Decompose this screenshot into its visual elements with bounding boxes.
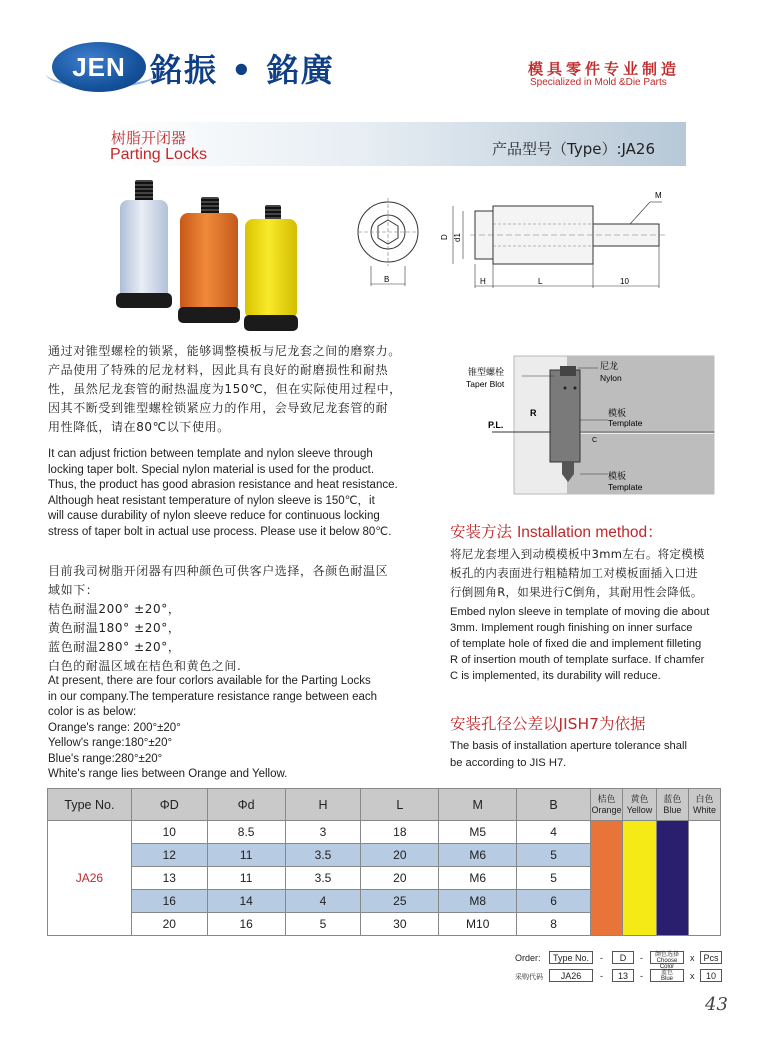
tolerance-en-line: be according to JIS H7. [450,757,567,769]
label-r: R [530,408,537,418]
color-header-cn: 白色 [695,793,714,804]
cell-b: 6 [517,890,591,913]
order-color-en: Choose Color [656,958,678,970]
dimension-drawing [350,188,670,298]
installation-drawing [462,350,724,496]
label-m: M [655,191,662,200]
order-d-box: D [612,951,634,964]
installation-cn-line: 将尼龙套埋入到动模模板中3mm左右。将定模模 [450,547,705,561]
cell-d-small: 16 [207,913,285,936]
col-header-b: B [517,789,591,821]
colors-en-line: White's range lies between Orange and Yellow. [48,768,288,780]
installation-en-line: 3mm. Implement rough finishing on inner surface [450,622,693,634]
col-header-h: H [285,789,361,821]
intro-cn [48,342,438,437]
cell-d-small: 8.5 [207,821,285,844]
title-cn: 树脂开闭器 [111,129,187,147]
cell-m: M10 [439,913,517,936]
swatch-orange [591,821,623,936]
purchase-color-en: Blue [660,976,673,982]
installation-cn [450,545,730,602]
label-taper-en: Taper Blot [466,379,505,389]
table-row [48,821,721,844]
swatch-white [688,821,720,936]
col-header-type: Type No. [48,789,132,821]
color-header-cn: 黄色 [630,793,649,804]
purchase-d-box: 13 [612,969,634,982]
cell-d: 20 [131,913,207,936]
intro-en-line: It can adjust friction between template and nylon sleeve through [48,448,373,460]
intro-cn-line: 因其不断受到锥型螺栓锁紧应力的作用，会导致尼龙套管的耐 [48,401,389,415]
cell-l: 20 [361,867,439,890]
cell-l: 30 [361,913,439,936]
colors-en-line: At present, there are four corlors available for the Parting Locks [48,675,371,687]
cell-m: M8 [439,890,517,913]
colors-en [48,674,448,783]
cell-h: 3.5 [285,867,361,890]
installation-heading-en: Installation method [516,524,648,541]
type-label: 产品型号（Type）:JA26 [492,140,656,158]
installation-cn-line: 行倒圆角R，如果进行C倒角，其耐用性会降低。 [450,585,703,599]
label-nylon-cn: 尼龙 [600,362,619,372]
tolerance-en [450,738,740,772]
installation-en [450,604,740,684]
col-header-d-small: Φd [207,789,285,821]
spec-table [47,788,721,936]
col-header-blue [656,789,688,821]
purchase-code-label: 采购代码 [515,974,543,981]
swatch-yellow [622,821,656,936]
color-header-en: Orange [591,804,622,815]
color-header-en: Blue [663,804,682,815]
order-label: Order: [515,953,541,963]
intro-cn-line: 通过对锥型螺栓的锁紧，能够调整模板与尼龙套之间的磨察力。 [48,344,401,358]
intro-cn-line: 性，虽然尼龙套管的耐热温度为150℃，但在实际使用过程中， [48,382,402,396]
label-d: D [440,234,449,240]
logo [52,42,146,92]
cell-h: 3.5 [285,844,361,867]
tolerance-heading: 安装孔径公差以JISH7为依据 [450,715,646,733]
intro-en-line: will cause durability of nylon sleeve reduce for continuous locking [48,510,380,522]
cell-d: 10 [131,821,207,844]
slogan-cn: 模具零件专业制造 [528,60,681,78]
order-dash: - [600,971,603,981]
title-en: Parting Locks [110,146,207,163]
cell-d: 12 [131,844,207,867]
colors-en-line: in our company.The temperature resistance range between each [48,690,378,703]
color-header-en: White [692,804,716,815]
order-color-cn: 颜色选择 [654,952,679,958]
label-10: 10 [620,277,629,286]
colors-en-line: Yellow's range:180°±20° [48,737,173,749]
col-header-orange [591,789,623,821]
cell-h: 5 [285,913,361,936]
intro-cn-line: 用性降低，请在80℃以下使用。 [48,420,230,434]
cell-l: 18 [361,821,439,844]
intro-en-line: Although heat resistant temperature of nylon sleeve is 150℃，it [48,494,375,507]
purchase-type-box: JA26 [549,969,593,982]
colors-cn-line: 白色的耐温区域在桔色和黄色之间. [48,659,242,673]
col-header-white [688,789,720,821]
installation-en-line: R of insertion mouth of template surface. If chamfer [450,654,705,666]
order-dash: - [600,953,603,963]
installation-en-line: of template hole of fixed die and implement filleting [450,638,702,650]
intro-cn-line: 产品使用了特殊的尼龙材料，因此具有良好的耐磨损性和耐热 [48,363,389,377]
intro-en-line: stress of taper bolt in actual use process. Please use it below 80℃. [48,525,392,538]
label-nylon-en: Nylon [600,373,622,383]
colors-cn-line: 域如下： [48,583,99,597]
purchase-color-box [650,969,684,982]
tolerance-en-line: The basis of installation aperture tolerance shall [450,740,687,752]
label-d1: d1 [453,233,462,242]
color-header-cn: 桔色 [597,793,616,804]
installation-en-line: C is implemented, its durability will reduce. [450,670,661,682]
colors-cn-line: 桔色耐温200° ±20°， [48,602,181,616]
cell-l: 25 [361,890,439,913]
page-number: 43 [705,994,728,1015]
cell-b: 5 [517,844,591,867]
intro-en-line: locking taper bolt. Special nylon material is used for the product. [48,463,375,476]
label-l: L [538,277,543,286]
installation-heading-cn: 安装方法 [450,523,513,541]
colors-cn-line: 黄色耐温180° ±20°， [48,621,181,635]
cell-h: 3 [285,821,361,844]
label-h: H [480,277,486,286]
order-color-box [650,951,684,970]
order-pcs-box: Pcs [700,951,722,964]
order-type-box: Type No. [549,951,593,964]
col-header-l: L [361,789,439,821]
cell-h: 4 [285,890,361,913]
col-header-yellow [622,789,656,821]
swatch-blue [656,821,688,936]
purchase-color-cn: 蓝色 [660,970,673,976]
cell-d-small: 11 [207,844,285,867]
purchase-pcs-box: 10 [700,969,722,982]
colors-cn-line: 蓝色耐温280° ±20°， [48,640,181,654]
cell-m: M5 [439,821,517,844]
col-header-m: M [439,789,517,821]
colors-en-line: Orange's range: 200°±20° [48,721,181,734]
label-template1-cn: 模板 [608,409,627,419]
colors-cn [48,562,438,676]
cell-d: 13 [131,867,207,890]
intro-en-line: Thus, the product has good abrasion resistance and heat resistance. [48,479,398,491]
label-template1-en: Template [608,418,643,428]
cell-m: M6 [439,867,517,890]
label-b: B [384,275,390,284]
cell-l: 20 [361,844,439,867]
order-dash: - [640,971,643,981]
label-pl: P.L. [488,420,504,430]
product-photo [110,175,310,335]
cell-b: 4 [517,821,591,844]
label-taper-cn: 锥型螺栓 [468,368,505,378]
color-header-cn: 蓝色 [663,793,682,804]
cell-d-small: 11 [207,867,285,890]
intro-en [48,447,448,540]
installation-cn-line: 板孔的内表面进行粗糙精加工对模板面插入口进 [450,566,698,580]
brand-name: 銘振 • 銘廣 [150,51,335,89]
label-template2-cn: 模板 [608,472,627,482]
order-x: x [690,971,695,981]
type-cell: JA26 [48,821,132,936]
color-header-en: Yellow [626,804,653,815]
colors-cn-line: 目前我司树脂开闭器有四种颜色可供客户选择，各颜色耐温区 [48,564,389,578]
installation-heading-suffix: ： [647,523,663,541]
order-dash: - [640,953,643,963]
logo-text: JEN [72,51,126,82]
label-template2-en: Template [608,482,643,492]
order-x: x [690,953,695,963]
slogan-en: Specialized in Mold &Die Parts [530,77,667,88]
installation-en-line: Embed nylon sleeve in template of moving die about [450,606,710,618]
cell-m: M6 [439,844,517,867]
cell-b: 5 [517,867,591,890]
label-c: C [592,437,598,444]
cell-d-small: 14 [207,890,285,913]
cell-b: 8 [517,913,591,936]
colors-en-line: Blue's range:280°±20° [48,752,163,765]
installation-heading [450,520,663,542]
col-header-d: ΦD [131,789,207,821]
colors-en-line: color is as below: [48,706,137,718]
cell-d: 16 [131,890,207,913]
